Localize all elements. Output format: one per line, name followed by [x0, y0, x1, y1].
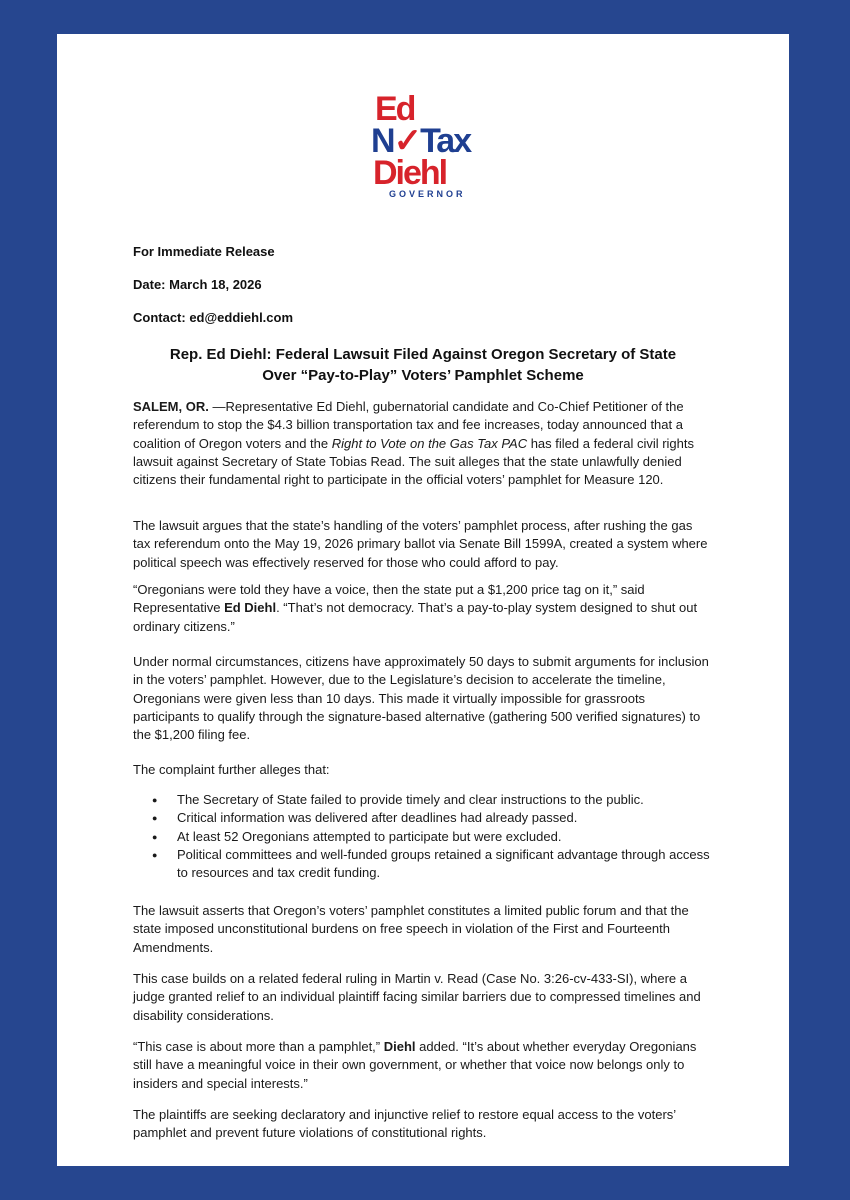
- pac-name: Right to Vote on the Gas Tax PAC: [331, 435, 528, 451]
- allegations-list: [133, 791, 713, 882]
- dateline: SALEM, OR.: [133, 399, 209, 414]
- paragraph-2: [133, 517, 713, 572]
- logo-tax: Tax: [420, 122, 471, 160]
- checkmark-icon: ✓: [393, 122, 421, 160]
- paragraph-8: [133, 1038, 713, 1093]
- release-contact: Contact: ed@eddiehl.com: [133, 310, 294, 325]
- p8-text-a: “This case is about more than a pamphlet,”: [133, 1039, 384, 1054]
- paragraph-5: [133, 761, 713, 779]
- list-item: ● At least 52 Oregonians attempted to participate but were excluded.: [133, 828, 713, 846]
- logo-line-governor: GOVERNOR: [389, 189, 466, 199]
- p3-bold-name: Ed Diehl: [224, 600, 277, 616]
- paragraph-4: [133, 653, 713, 744]
- p2-text: The lawsuit argues that the state’s handling of the voters’ pamphlet process, after rushing the gas tax referendum onto the May 19, 2026 primary ballot via Senate Bill 1599A, created a system where political speech was effectively reserved for those who could afford to pay.: [133, 518, 708, 570]
- press-release-page: [57, 34, 789, 1166]
- logo-line-diehl: Diehl: [373, 154, 447, 192]
- paragraph-6: [133, 902, 713, 957]
- p5-text: The complaint further alleges that:: [133, 762, 330, 777]
- p3-text-b: . “That’s not democracy. That’s a pay-to-play system designed to shut out ordinary citizens.”: [133, 600, 698, 634]
- logo-n: N: [371, 122, 394, 160]
- p1-text-a: —Representative Ed Diehl, gubernatorial candidate and Co-Chief Petitioner of the referendum to stop the $4.3 billion transportation tax and fee increases, today announced that a coalition of Oregon voters and the: [133, 399, 684, 451]
- list-item: ● Critical information was delivered after deadlines had already passed.: [133, 809, 713, 827]
- p4-text: Under normal circumstances, citizens have approximately 50 days to submit arguments for inclusion in the voters’ pamphlet. However, due to the Legislature’s decision to accelerate the timeline, Oregonians were given less than 10 days. This made it virtually impossible for grassroots participants to qualify through the signature-based alternative (gathering 500 verified signatures) to the $1,200 filing fee.: [133, 654, 709, 743]
- paragraph-7: [133, 970, 713, 1025]
- logo-line-notax: [371, 124, 470, 158]
- p1-text-b: has filed a federal civil rights lawsuit against Secretary of State Tobias Read. The suit alleges that the state unlawfully denied citizens their fundamental right to participate in the official voters’ pamphlet for Measure 120.: [133, 435, 695, 488]
- p9-text: The plaintiffs are seeking declaratory and injunctive relief to restore equal access to the voters’ pamphlet and prevent future violations of constitutional rights.: [133, 1107, 676, 1141]
- paragraph-9: [133, 1106, 713, 1143]
- paragraph-1: [133, 398, 713, 489]
- headline-line-1: Rep. Ed Diehl: Federal Lawsuit Filed Against Oregon Secretary of State: [169, 346, 677, 363]
- list-item: ● The Secretary of State failed to provide timely and clear instructions to the public.: [133, 791, 713, 809]
- p8-bold-name: Diehl: [383, 1039, 416, 1054]
- p8-text-b: added. “It’s about whether everyday Oregonians still have a meaningful voice in their own government, or whether that voice now belongs only to insiders and special interests.”: [133, 1039, 697, 1091]
- p6-text: The lawsuit asserts that Oregon’s voters’ pamphlet constitutes a limited public forum and that the state imposed unconstitutional burdens on free speech in violation of the First and Fourteenth Amendments.: [133, 903, 689, 955]
- p7-text: This case builds on a related federal ruling in Martin v. Read (Case No. 3:26-cv-433-SI), where a judge granted relief to an individual plaintiff facing similar barriers due to compressed timelines and disability considerations.: [133, 971, 701, 1023]
- list-item: ● Political committees and well-funded groups retained a significant advantage through access to resources and tax credit funding.: [133, 846, 713, 883]
- logo-line-ed: Ed: [375, 90, 415, 128]
- p3-text-a: “Oregonians were told they have a voice, then the state put a $1,200 price tag on it,” said Representative: [133, 582, 645, 616]
- headline-line-2: Over “Pay-to-Play” Voters’ Pamphlet Scheme: [262, 367, 584, 384]
- headline: [97, 344, 749, 386]
- release-date: Date: March 18, 2026: [133, 277, 262, 292]
- paragraph-3: [133, 581, 713, 636]
- campaign-logo: [371, 92, 497, 200]
- release-label: For Immediate Release: [133, 244, 275, 259]
